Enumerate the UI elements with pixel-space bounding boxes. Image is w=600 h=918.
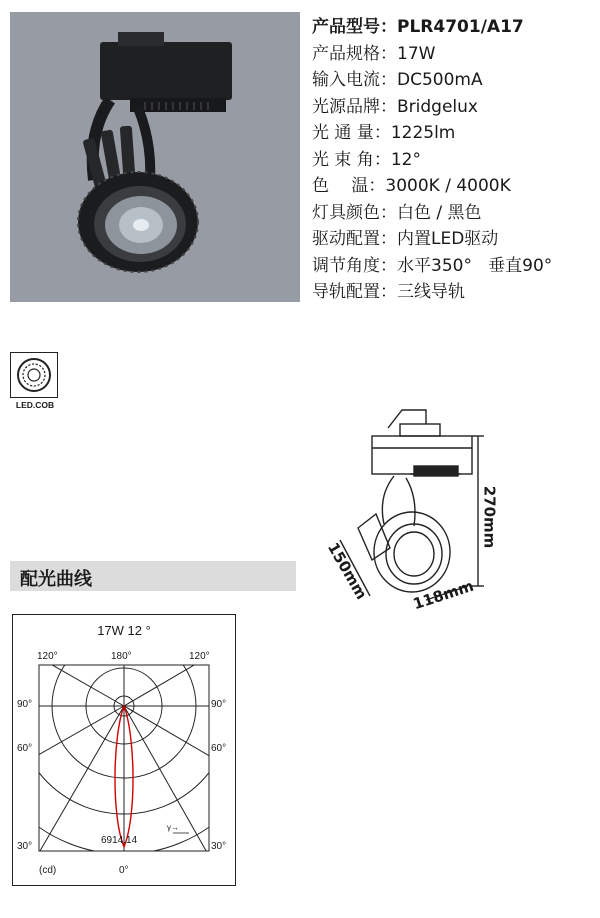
spec-label: 导轨配置 xyxy=(312,282,380,302)
track-spotlight-image xyxy=(10,12,300,302)
spec-value: Bridgelux xyxy=(397,96,478,117)
spec-label: 色 温 xyxy=(312,176,369,196)
angle-label-0: 0° xyxy=(119,865,129,876)
section-title: 配光曲线 xyxy=(20,569,92,590)
spec-value: 3000K / 4000K xyxy=(385,176,511,196)
spec-row-current: 输入电流：DC500mA xyxy=(312,70,483,90)
angle-label-180: 180° xyxy=(111,651,132,662)
dimension-drawing xyxy=(323,400,500,614)
spec-value: PLR4701/A17 xyxy=(397,17,524,37)
spec-label: 光 束 角 xyxy=(312,149,374,170)
spec-value: 三线导轨 xyxy=(397,282,465,302)
spec-list xyxy=(312,14,598,306)
dimension-width: 118mm xyxy=(410,576,476,614)
dimension-height: 270mm xyxy=(480,485,499,549)
spec-value: 12° xyxy=(390,149,421,170)
spec-value: 17W xyxy=(397,43,436,64)
polar-diagram xyxy=(12,614,236,886)
spec-value: 1225lm xyxy=(390,123,456,143)
spec-label: 光 通 量 xyxy=(312,123,374,143)
axis-marker-label: γ→ xyxy=(167,823,179,832)
led-cob-badge xyxy=(8,352,62,414)
angle-label-30-left: 30° xyxy=(17,841,33,852)
angle-label-90-right: 90° xyxy=(211,699,227,710)
angle-label-60-right: 60° xyxy=(211,743,227,754)
spec-label: 输入电流 xyxy=(312,70,380,90)
peak-value-label: 6914.14 xyxy=(101,835,138,846)
spec-label: 光源品牌 xyxy=(312,96,380,117)
spec-label: 调节角度 xyxy=(312,255,380,276)
spec-row-power: 产品规格：17W xyxy=(312,43,436,64)
spec-label: 产品规格 xyxy=(312,43,380,64)
angle-label-30-right: 30° xyxy=(211,841,227,852)
spec-row-brand: 光源品牌：Bridgelux xyxy=(312,96,478,117)
spec-value: 白色 / 黑色 xyxy=(397,202,482,223)
spec-value: 水平350° 垂直90° xyxy=(397,255,553,276)
spec-row-model: 产品型号：PLR4701/A17 xyxy=(312,17,524,37)
angle-label-90-left: 90° xyxy=(17,699,33,710)
spec-label: 产品型号 xyxy=(312,17,380,37)
spec-label: 灯具颜色 xyxy=(312,202,380,223)
spec-label: 驱动配置 xyxy=(312,229,380,249)
section-header xyxy=(10,561,296,591)
cob-icon xyxy=(10,352,58,398)
spec-row-track: 导轨配置：三线导轨 xyxy=(312,282,465,302)
product-photo xyxy=(10,12,300,302)
spec-row-driver: 驱动配置：内置LED驱动 xyxy=(312,229,499,249)
spec-row-color: 灯具颜色：白色 / 黑色 xyxy=(312,202,482,223)
spec-row-lumen: 光 通 量：1225lm xyxy=(312,123,456,143)
angle-label-120-right: 120° xyxy=(189,651,210,662)
unit-label: (cd) xyxy=(39,865,57,876)
polar-title: 17W 12 ° xyxy=(97,623,151,638)
dimension-depth: 150mm xyxy=(323,539,371,603)
spec-value: 内置LED驱动 xyxy=(397,229,499,249)
spec-row-adjust: 调节角度：水平350° 垂直90° xyxy=(312,255,553,276)
spec-row-beam-angle: 光 束 角：12° xyxy=(312,149,421,170)
angle-label-120-left: 120° xyxy=(37,651,58,662)
angle-label-60-left: 60° xyxy=(17,743,33,754)
badge-label: LED.COB xyxy=(15,400,55,410)
spec-value: DC500mA xyxy=(397,70,483,90)
spec-row-cct: 色 温：3000K / 4000K xyxy=(312,176,511,196)
